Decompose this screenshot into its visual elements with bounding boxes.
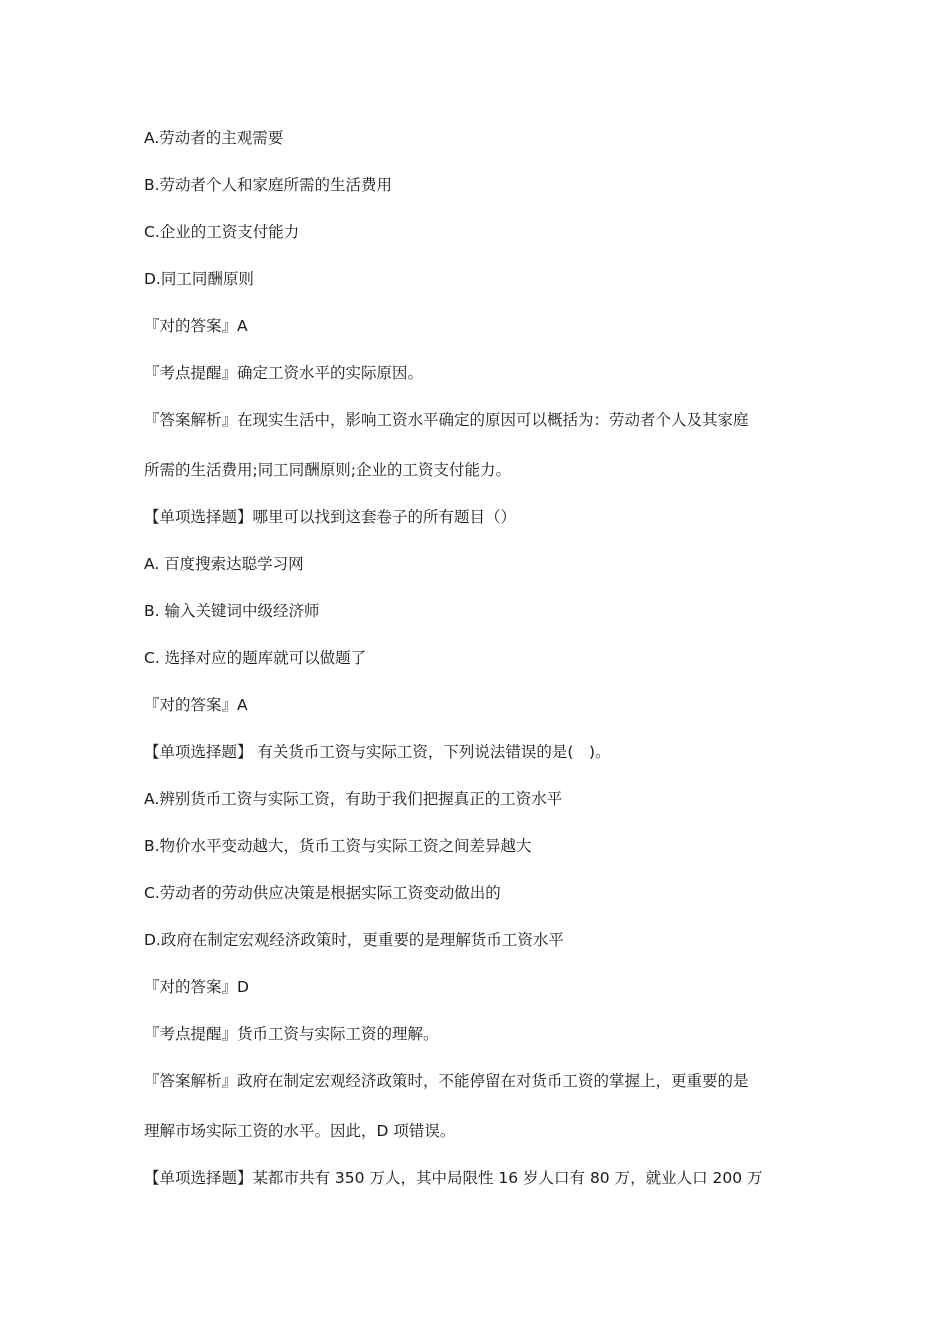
option-c-line: C.企业的工资支付能力 [144, 223, 300, 241]
option-b-line: B. 输入关键词中级经济师 [144, 602, 320, 620]
question-line: 【单项选择题】哪里可以找到这套卷子的所有题目（） [144, 508, 517, 526]
explanation-line: 『答案解析』在现实生活中，影响工资水平确定的原因可以概括为：劳动者个人及其家庭 [144, 411, 749, 429]
key-point-line: 『考点提醒』确定工资水平的实际原因。 [144, 364, 424, 382]
option-c-line: C.劳动者的劳动供应决策是根据实际工资变动做出的 [144, 884, 501, 902]
option-a-line: A.辨别货币工资与实际工资，有助于我们把握真正的工资水平 [144, 790, 563, 808]
explanation-continued-line: 理解市场实际工资的水平。因此，D 项错误。 [144, 1122, 456, 1140]
option-d-line: D.政府在制定宏观经济政策时，更重要的是理解货币工资水平 [144, 931, 564, 949]
option-a-line: A. 百度搜索达聪学习网 [144, 555, 304, 573]
question-line: 【单项选择题】某都市共有 350 万人，其中局限性 16 岁人口有 80 万，就业人口 200 万 [144, 1169, 763, 1187]
answer-line: 『对的答案』A [144, 317, 248, 335]
question-line: 【单项选择题】 有关货币工资与实际工资，下列说法错误的是( )。 [144, 743, 611, 761]
key-point-line: 『考点提醒』货币工资与实际工资的理解。 [144, 1025, 439, 1043]
option-d-line: D.同工同酬原则 [144, 270, 254, 288]
answer-line: 『对的答案』A [144, 696, 248, 714]
answer-line: 『对的答案』D [144, 978, 249, 996]
explanation-line: 『答案解析』政府在制定宏观经济政策时，不能停留在对货币工资的掌握上，更重要的是 [144, 1072, 749, 1090]
option-b-line: B.劳动者个人和家庭所需的生活费用 [144, 176, 393, 194]
explanation-continued-line: 所需的生活费用;同工同酬原则;企业的工资支付能力。 [144, 461, 511, 479]
option-a-line: A.劳动者的主观需要 [144, 129, 284, 147]
option-c-line: C. 选择对应的题库就可以做题了 [144, 649, 367, 667]
option-b-line: B.物价水平变动越大，货币工资与实际工资之间差异越大 [144, 837, 532, 855]
